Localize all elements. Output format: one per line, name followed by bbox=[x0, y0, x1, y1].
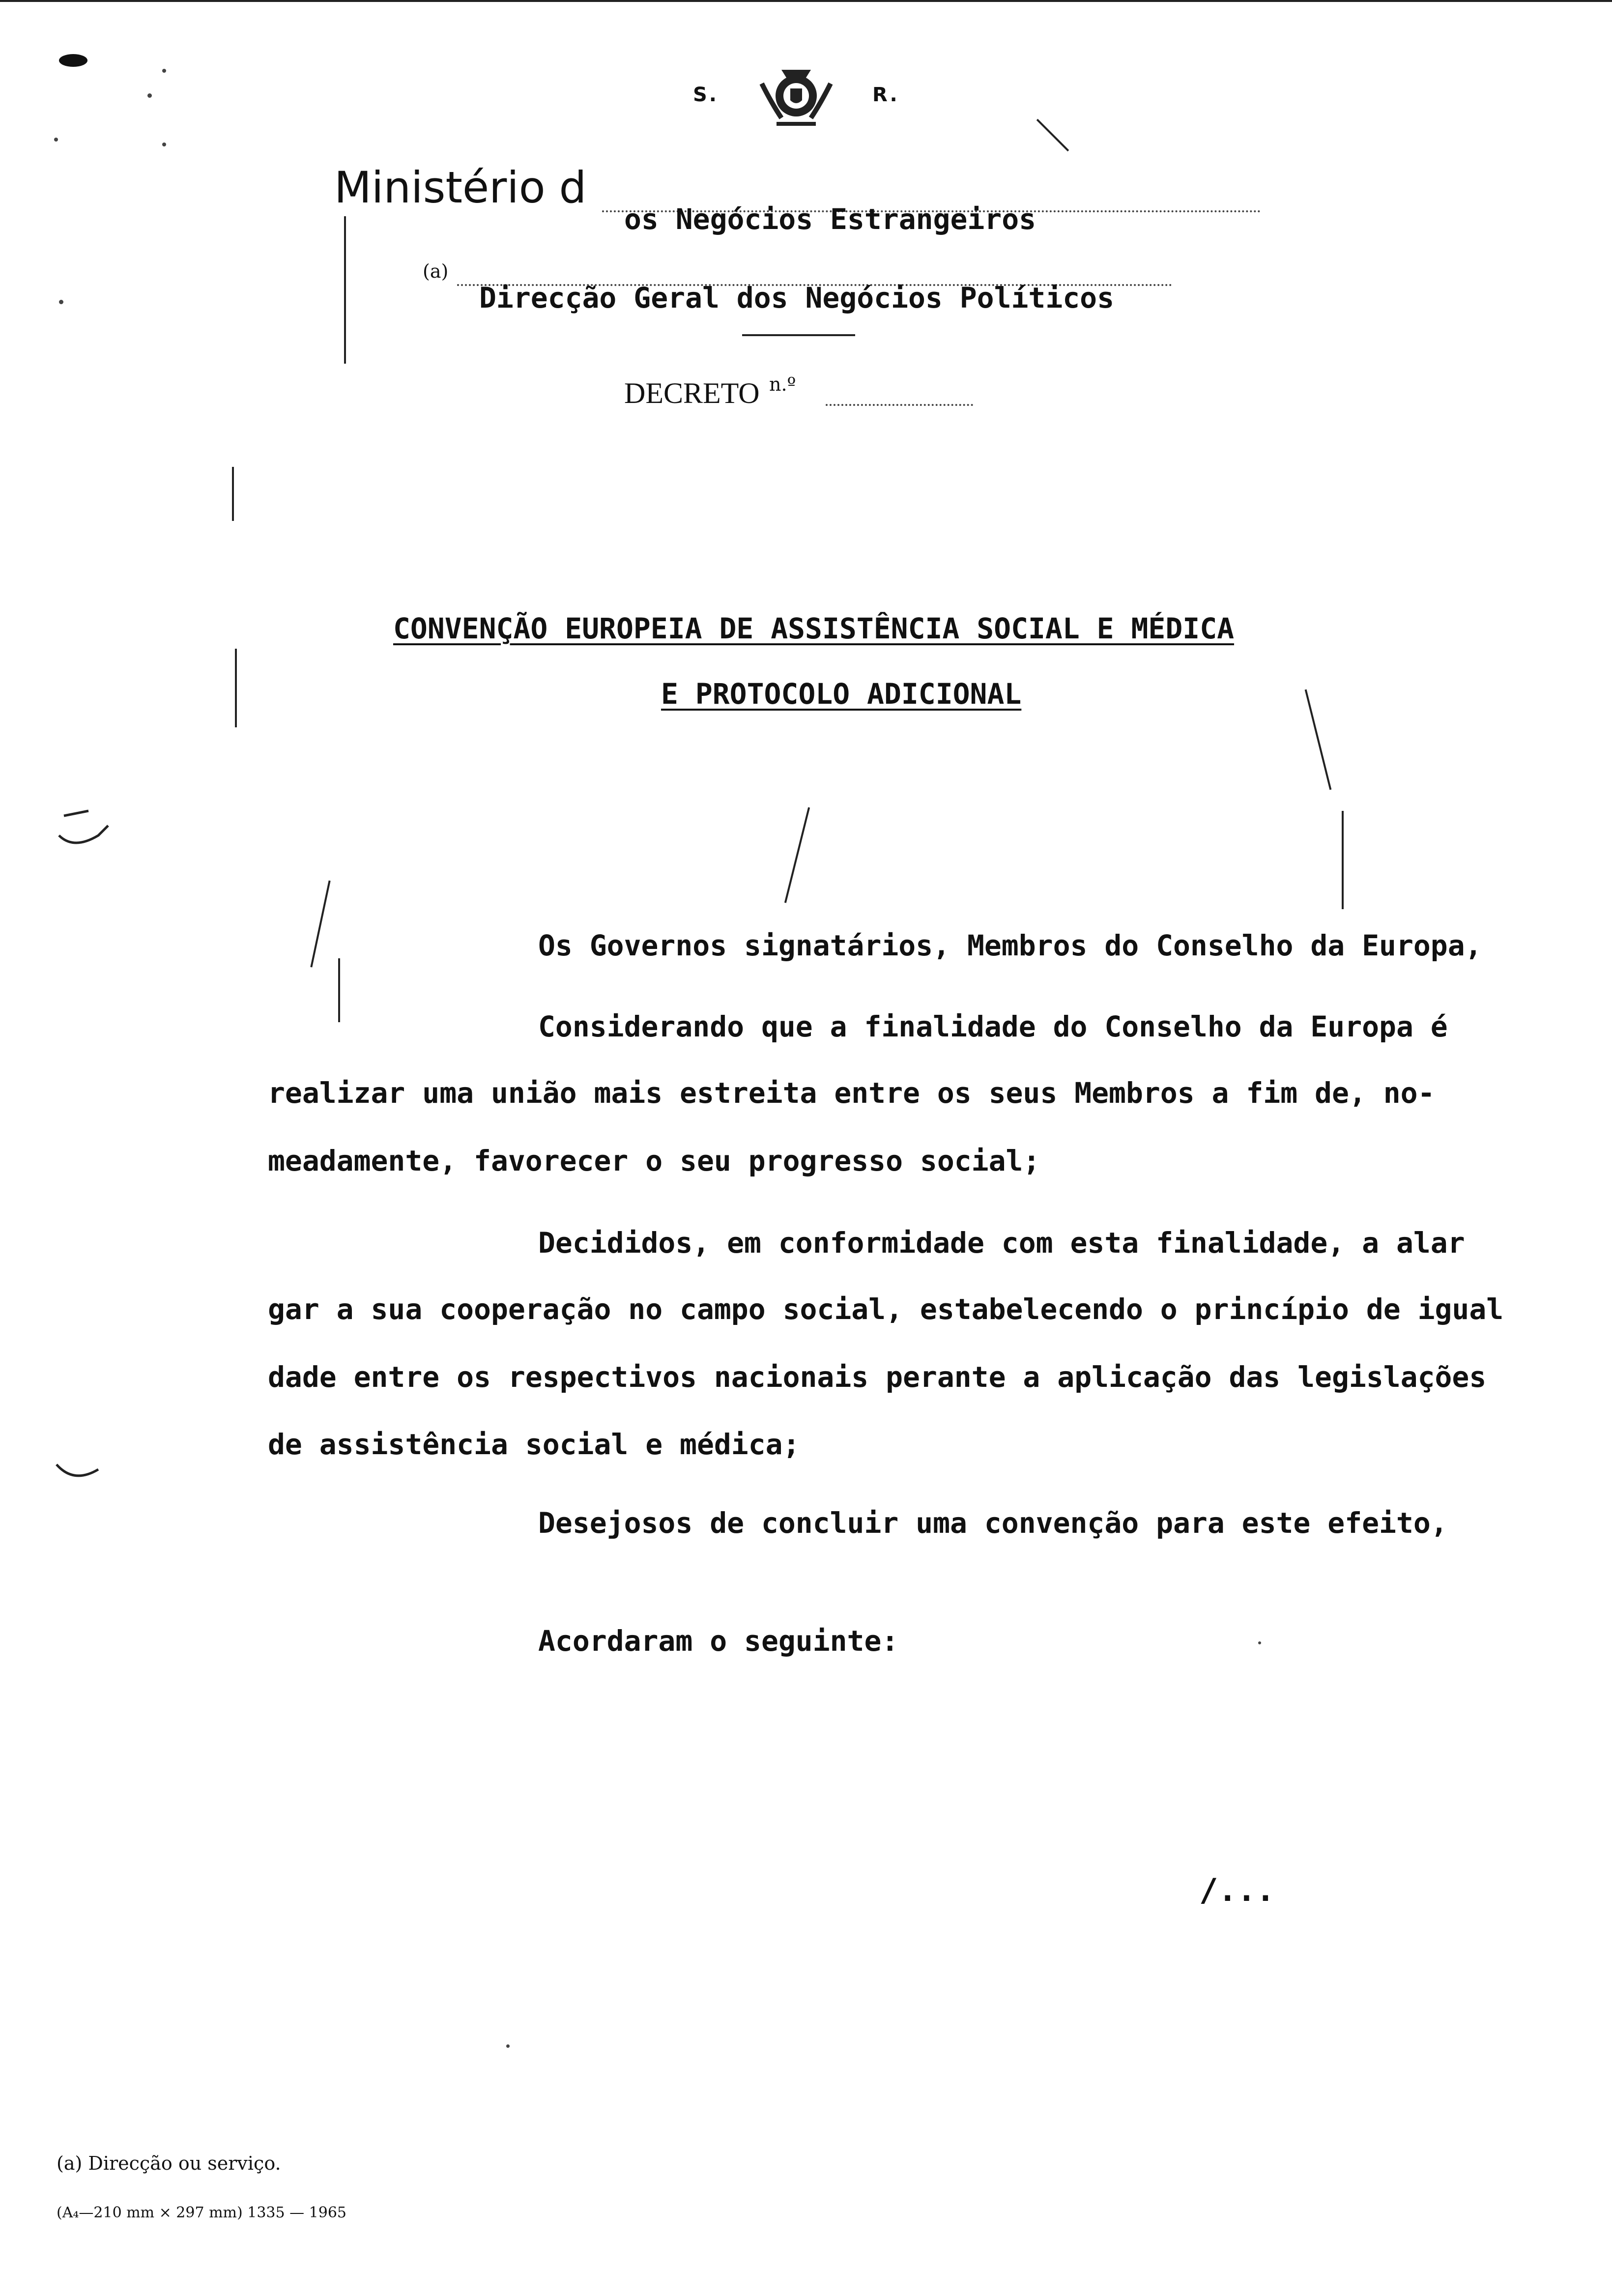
ministry-label: Ministério d bbox=[334, 162, 587, 213]
body-line: gar a sua cooperação no campo social, estabelecendo o princípio de igual bbox=[268, 1292, 1504, 1326]
body-line: meadamente, favorecer o seu progresso social; bbox=[268, 1144, 1040, 1177]
coat-of-arms-icon bbox=[747, 59, 845, 133]
margin-stroke bbox=[232, 467, 234, 521]
body-line: Acordaram o seguinte: bbox=[538, 1624, 899, 1658]
document-title-line-1: CONVENÇÃO EUROPEIA DE ASSISTÊNCIA SOCIAL E MÉDICA bbox=[393, 612, 1235, 645]
scan-speck bbox=[506, 2044, 510, 2048]
body-line: dade entre os respectivos nacionais perante a aplicação das legislações bbox=[268, 1360, 1487, 1394]
scan-speck bbox=[162, 69, 166, 73]
decree-number-label: n.º bbox=[769, 373, 796, 395]
body-line: Desejosos de concluir uma convenção para este efeito, bbox=[538, 1506, 1448, 1540]
body-line: Decididos, em conformidade com esta finalidade, a alar bbox=[538, 1226, 1465, 1260]
scan-speck bbox=[59, 300, 63, 304]
scan-speck bbox=[54, 138, 58, 142]
body-line: de assistência social e médica; bbox=[268, 1428, 800, 1461]
scan-speck bbox=[162, 143, 166, 146]
body-line: Os Governos signatários, Membros do Conselho da Europa, bbox=[538, 929, 1482, 962]
letter-r: R. bbox=[872, 84, 899, 106]
margin-curl bbox=[54, 1460, 103, 1489]
letter-s: S. bbox=[693, 84, 719, 106]
page-top-edge bbox=[0, 0, 1612, 2]
direction-name: Direcção Geral dos Negócios Políticos bbox=[479, 281, 1115, 315]
margin-stroke bbox=[1036, 119, 1069, 151]
margin-stroke bbox=[1342, 811, 1344, 909]
form-code: (A₄—210 mm × 297 mm) 1335 — 1965 bbox=[57, 2204, 346, 2221]
margin-stroke bbox=[344, 216, 346, 364]
ministry-name: os Negócios Estrangeiros bbox=[624, 202, 1036, 236]
body-line: Considerando que a finalidade do Conselho da Europa é bbox=[538, 1010, 1448, 1043]
scan-speck bbox=[59, 54, 87, 67]
decree-label: DECRETO bbox=[624, 377, 760, 409]
document-title-line-2: E PROTOCOLO ADICIONAL bbox=[661, 677, 1022, 711]
scan-speck bbox=[1258, 1641, 1261, 1644]
separator-rule bbox=[742, 334, 855, 336]
margin-stroke bbox=[310, 881, 330, 968]
margin-stroke bbox=[235, 649, 237, 727]
continuation-mark: /... bbox=[1199, 1872, 1275, 1909]
scan-speck bbox=[147, 93, 152, 98]
footer-note: (a) Direcção ou serviço. bbox=[57, 2152, 281, 2174]
margin-stroke bbox=[1305, 689, 1332, 790]
footnote-mark-a: (a) bbox=[423, 260, 449, 282]
decree-number-fill-line bbox=[826, 404, 973, 406]
margin-stroke bbox=[338, 958, 340, 1022]
margin-stroke bbox=[784, 807, 810, 903]
body-line: realizar uma união mais estreita entre os seus Membros a fim de, no- bbox=[268, 1076, 1435, 1110]
margin-curl bbox=[54, 806, 113, 875]
